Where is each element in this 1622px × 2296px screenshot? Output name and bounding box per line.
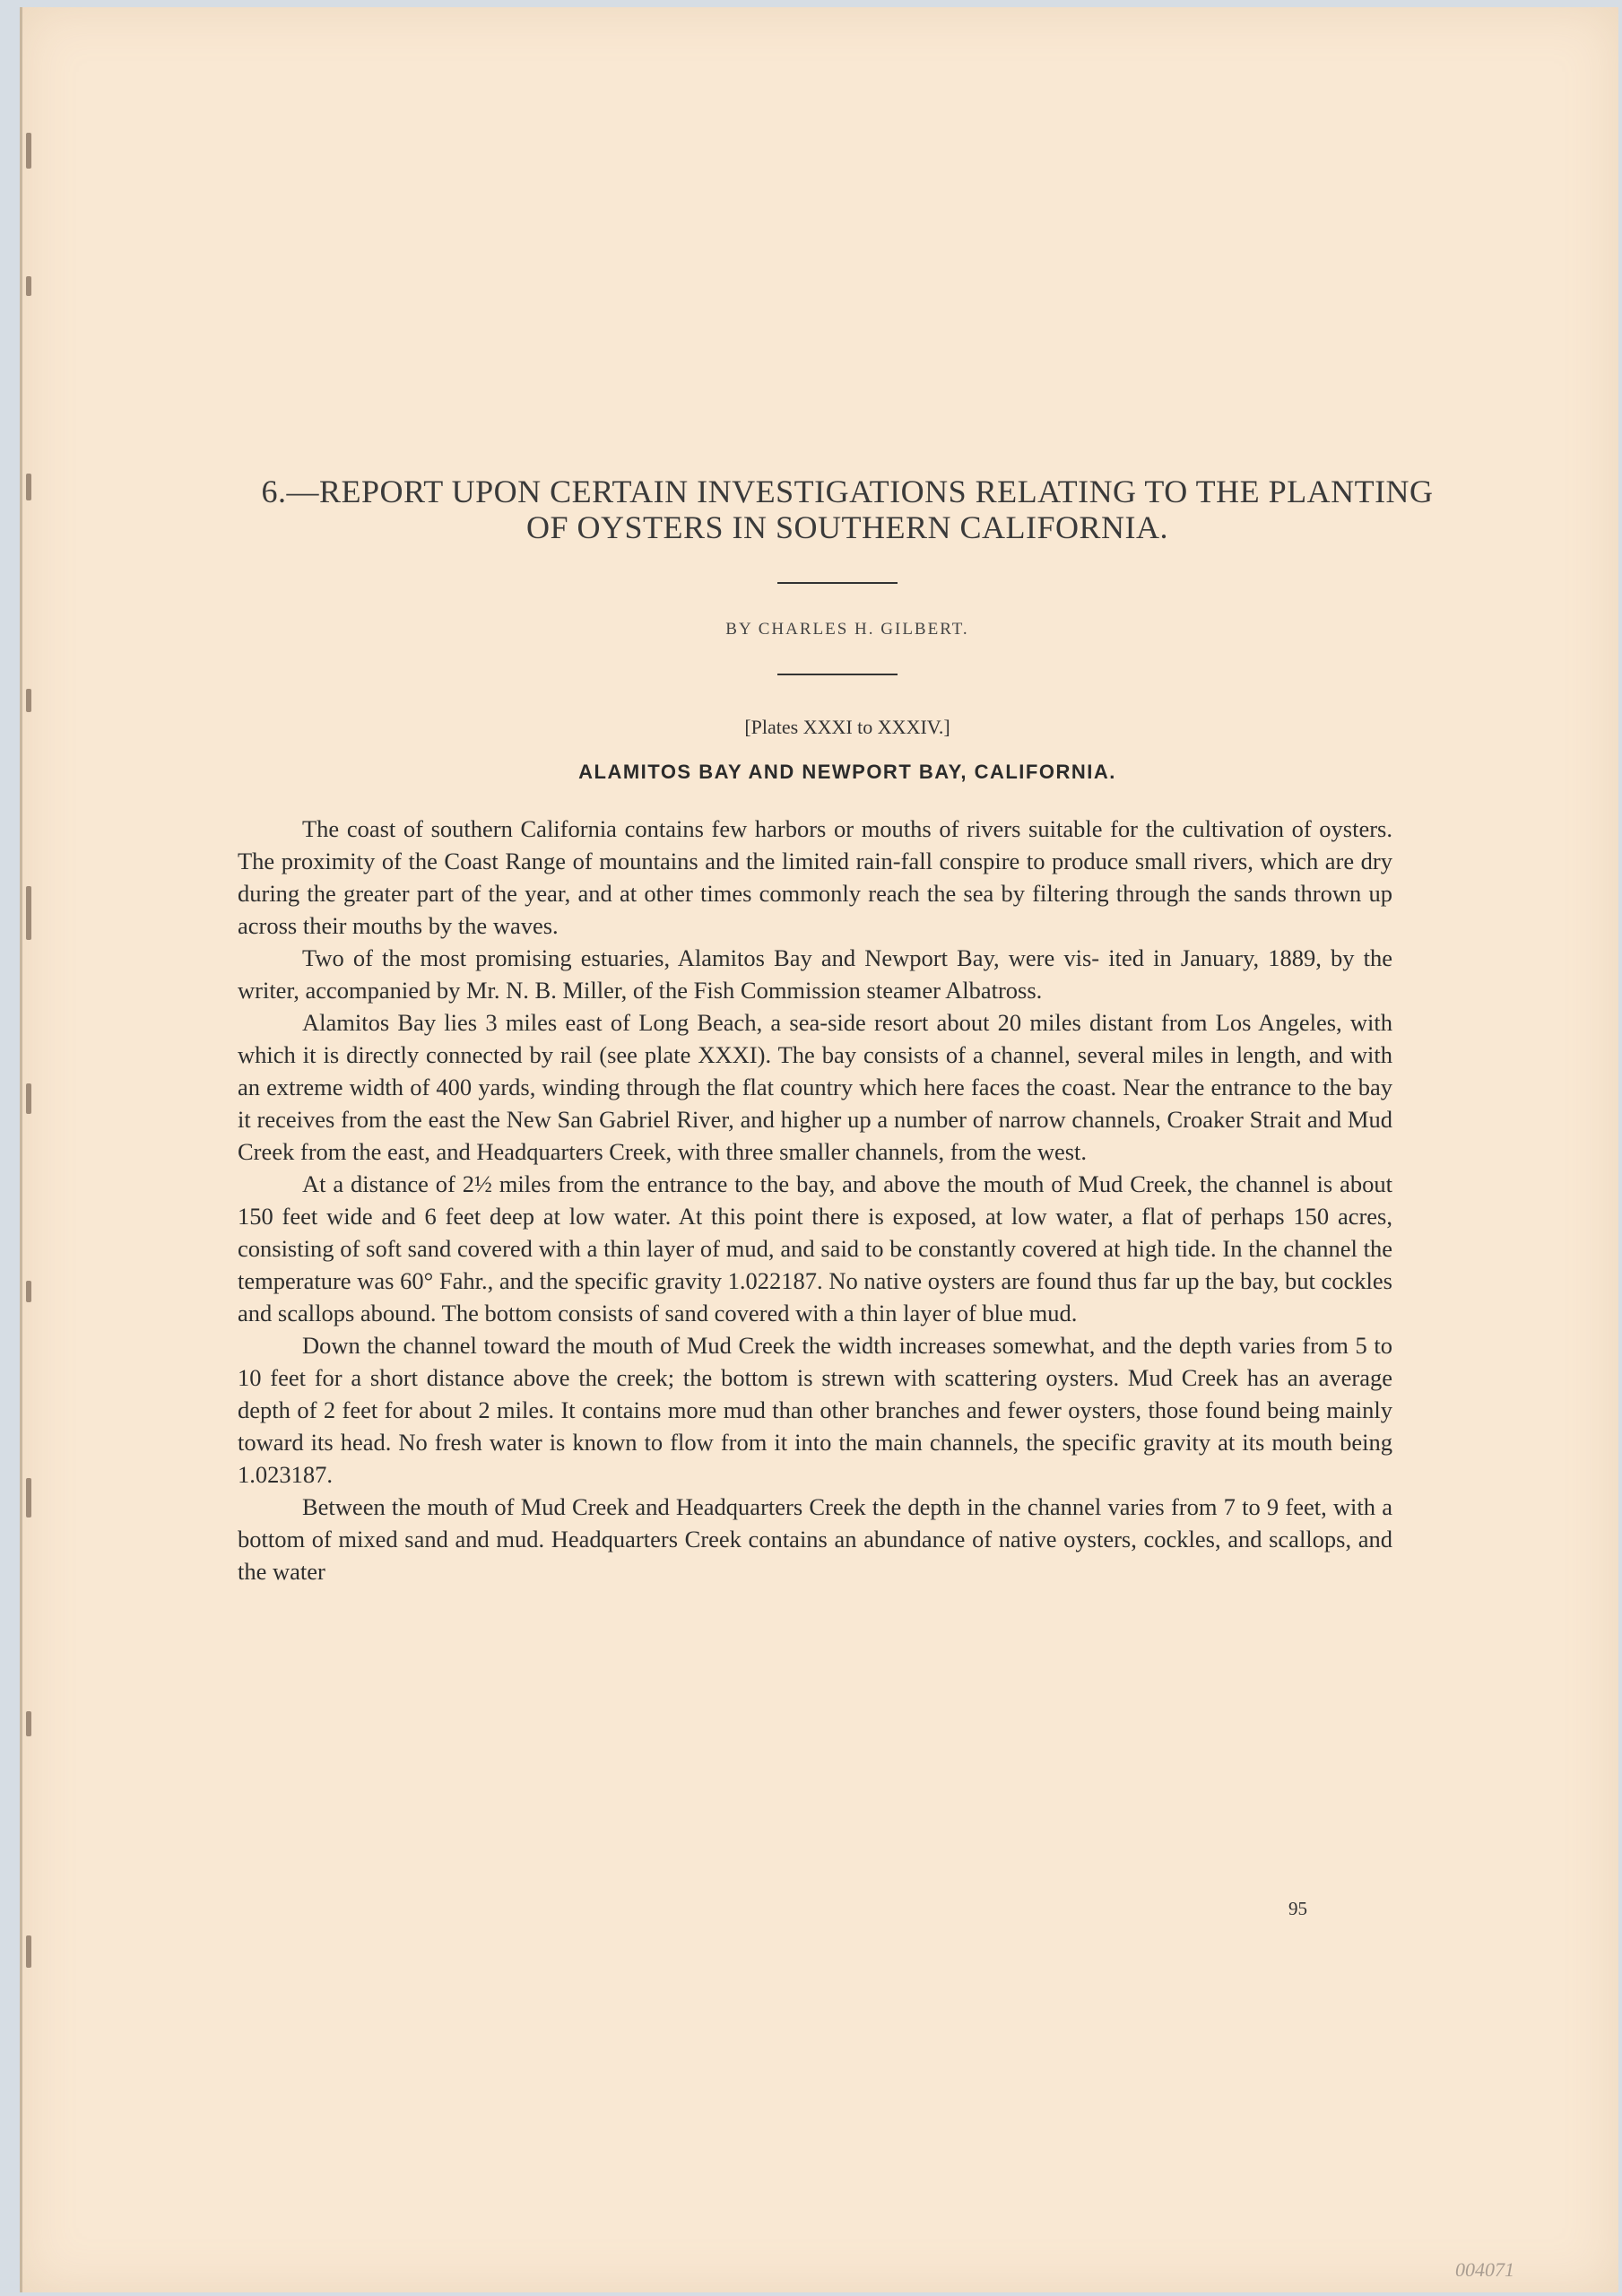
title-line-2: OF OYSTERS IN SOUTHERN CALIFORNIA. [525,509,1169,545]
document-page [20,7,1618,2292]
section-heading: ALAMITOS BAY AND NEWPORT BAY, CALIFORNIA. [578,761,1116,783]
title-line-1: 6.—REPORT UPON CERTAIN INVESTIGATIONS RELATING TO THE PLANTING [261,474,1434,509]
paragraph-5: Down the channel toward the mouth of Mud Creek the width increases somewhat, and the depth varies from 5 to 10 feet for a short distance above the creek; the bottom is strewn with scattering oysters. Mud Creek has an average depth of 2 feet for about 2 miles. It contains more mud than other branches and fewer oysters, those found being mainly toward its head. No fresh water is known to flow from it into the main channels, the specific gravity at its mouth being 1.023187. [238,1332,1392,1488]
paragraph-2-rest: ited in January, 1889, by the writer, accompanied by Mr. N. B. Miller, of the Fish Commission steamer Albatross. [238,944,1392,1004]
paragraph-4: At a distance of 2½ miles from the entrance to the bay, and above the mouth of Mud Creek, the channel is about 150 feet wide and 6 feet deep at low water. At this point there is exposed, at low water, a flat of perhaps 150 acres, consisting of soft sand covered with a thin layer of mud, and said to be constantly covered at high tide. In the channel the temperature was 60° Fahr., and the specific gravity 1.022187. No native oysters are found thus far up the bay, but cockles and scallops abound. The bottom consists of sand covered with a thin layer of blue mud. [238,1170,1392,1326]
article-body [238,813,1392,1587]
torn-page-edge [22,7,49,2292]
catalog-stamp: 004071 [1455,2258,1514,2281]
plates-reference: [Plates XXXI to XXXIV.] [744,716,950,738]
author-byline: BY CHARLES H. GILBERT. [725,620,969,639]
title-rule [777,582,898,584]
paragraph-2 [238,942,1392,1006]
paragraph-3: Alamitos Bay lies 3 miles east of Long Beach, a sea-side resort about 20 miles distant from Los Angeles, with which it is directly connected by rail (see plate XXXI). The bay consists of a channel, several miles in length, and with an extreme width of 400 yards, winding through the flat country which here faces the coast. Near the entrance to the bay it receives from the east the New San Gabriel River, and higher up a number of narrow channels, Croaker Strait and Mud Creek from the east, and Headquarters Creek, with three smaller channels, from the west. [238,1009,1392,1165]
page-number: 95 [1288,1898,1307,1919]
paragraph-2-start: Two of the most promising estuaries, Alamitos Bay and Newport Bay, were vis- [302,944,1100,971]
byline-rule [777,674,898,675]
report-title [148,474,1547,545]
paragraph-1: The coast of southern California contains few harbors or mouths of rivers suitable for the cultivation of oysters. The proximity of the Coast Range of mountains and the limited rain-fall conspire to produce small rivers, which are dry during the greater part of the year, and at other times commonly reach the sea by filtering through the sands thrown up across their mouths by the waves. [238,815,1392,939]
paragraph-6: Between the mouth of Mud Creek and Headquarters Creek the depth in the channel varies from 7 to 9 feet, with a bottom of mixed sand and mud. Headquarters Creek contains an abundance of native oysters, cockles, and scallops, and the water [238,1493,1392,1585]
